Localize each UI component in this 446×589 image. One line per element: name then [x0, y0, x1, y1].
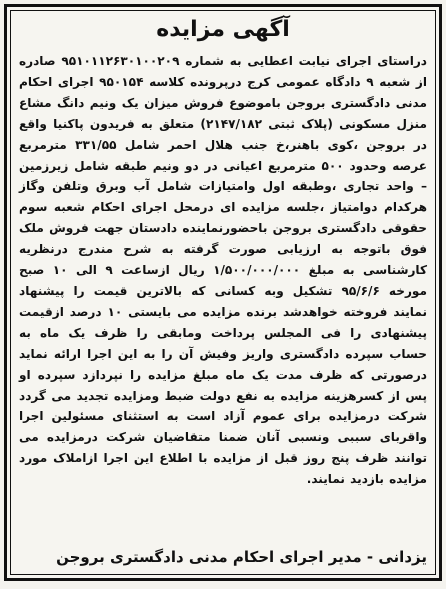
notice-body: دراستای اجرای نیابت اعطایی به شماره ۹۵۱۰۱۱۲۶۳۰۱۰۰۲۰۹ صادره از شعبه ۹ دادگاه عمومی کرج درپرونده کلاسه ۹۵۰۱۵۴ اجرای احکام مدنی دادگستری بروجن باموضوع فروش میزان یک ونیم دانگ مشاع منزل مسکونی (پلاک ثبتی ۲۱۴۷/۱۸۲) متعلق به فریدون پاکنیا واقع در بروجن ،کوی باهنر،خ جنب هلال احمر شامل ۳۳۱/۵۵ مترمربع عرصه وحدود ۵۰۰ مترمربع اعیانی در دو ونیم طبقه شامل زیرزمین – واحد تجاری ،وطبقه اول وامتیازات شامل آب وبرق وتلفن وگاز هرکدام دوامتیاز ،جلسه مزایده ای درمحل اجرای احکام شعبه سوم حقوقی دادگستری بروجن باحضورنماینده دادستان جهت فروش ملک فوق باتوجه به ارزیابی صورت گرفته به شرح مندرج درنظریه کارشناسی به مبلغ ۱/۵۰۰/۰۰۰/۰۰۰ ریال ازساعت ۹ الی ۱۰ صبح مورخه ۹۵/۶/۶ تشکیل وبه کسانی که بالاترین قیمت را پیشنهاد نمایند فروخته خواهدشد برنده مزایده می بایستی ۱۰ درصد ازقیمت پیشنهادی را فی المجلس پرداخت ومابقی را ظرف یک ماه به حساب سپرده دادگستری واریز وفیش آن را به این اجرا ارائه نماید درصورتی که ظرف مدت یک ماه مبلغ مزایده را نپردازد سپرده او پس از کسرهزینه مزایده به نفع دولت ضبط ومزایده تجدید می گردد شرکت درمزایده برای عموم آزاد است به استثنای مسئولین اجرا واقربای سببی ونسبی آنان ضمنا متقاضیان شرکت درمزایده می توانند ظرف پنج روز قبل از مزایده با اطلاع این اجرا ازاملاک مورد مزایده بازدید نمایند.	[19, 54, 428, 487]
notice-title: آگهی مزایده	[156, 17, 290, 42]
auction-notice	[4, 4, 442, 581]
notice-signature: یزدانی - مدیر اجرای احکام مدنی دادگستری بروجن	[56, 548, 427, 566]
